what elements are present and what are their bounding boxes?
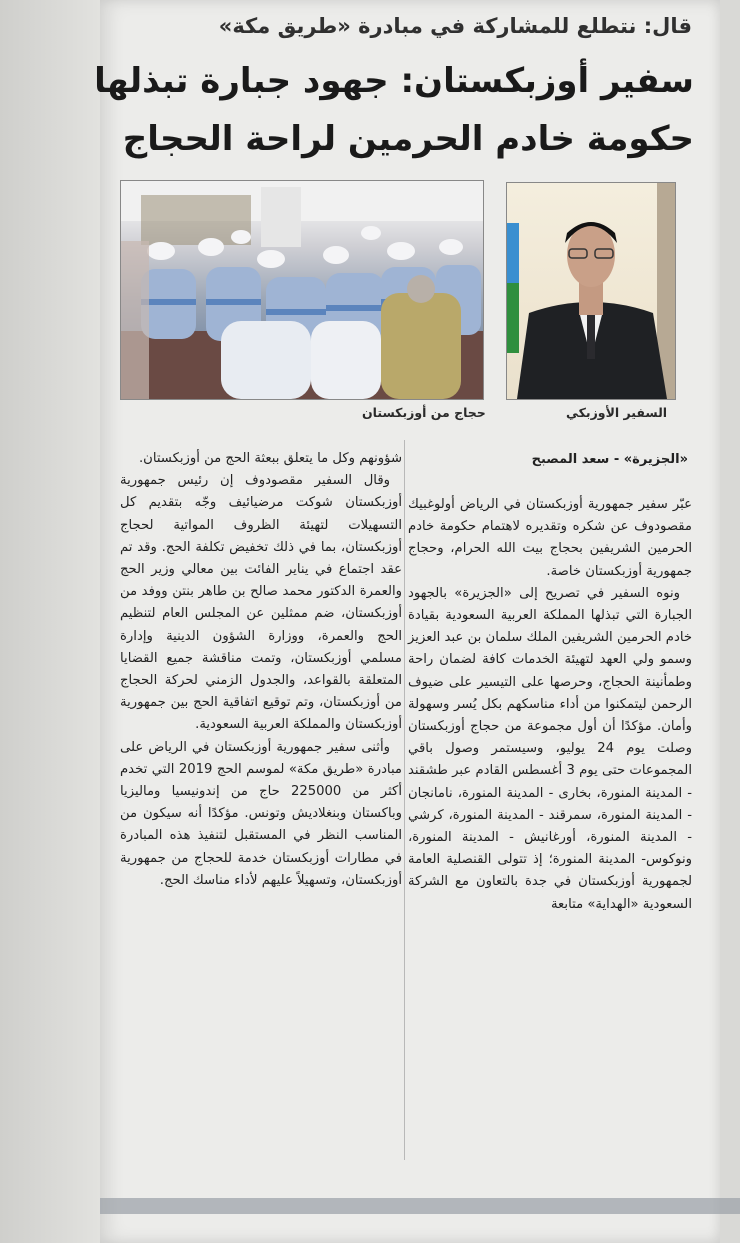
article-column-right [408, 494, 692, 916]
pilgrims-photo [120, 180, 484, 400]
paragraph: عبّر سفير جمهورية أوزبكستان في الرياض أولوغبيك مقصودوف عن شكره وتقديره لاهتمام حكومة خادم الحرمين الشريفين بحجاج بيت الله الحرام، وحجاج جمهورية أوزبكستان خاصة. [408, 497, 692, 579]
ambassador-photo-caption: السفير الأوزبكي [566, 405, 668, 420]
article-headline [94, 52, 694, 168]
paragraph: وأثنى سفير جمهورية أوزبكستان في الرياض على مبادرة «طريق مكة» لموسم الحج 2019 التي تخدم أكثر من 225000 حاج من إندونيسيا وماليزيا وباكستان وبنغلاديش وتونس. مؤكدًا أنه سيكون من المناسب النظر في المستقبل لتنفيذ هذه المبادرة في مطارات أوزبكستان خدمة للحجاج من جمهورية أوزبكستان، وتسهيلاً عليهم لأداء مناسك الحج. [120, 739, 402, 888]
headline-line-2: حكومة خادم الحرمين لراحة الحجاج [122, 119, 694, 159]
paragraph: وقال السفير مقصودوف إن رئيس جمهورية أوزبكستان شوكت مرضيائيف وجّه بتقديم كل التسهيلات لتهيئة الظروف المواتية لحجاج أوزبكستان، بما في ذلك تخفيض تكلفة الحج. وقد تم عقد اجتماع في يناير الفائت بين معالي وزير الحج والعمرة الدكتور محمد صالح بن طاهر بنتن ووفد من أوزبكستان، ضم ممثلين عن المجلس العام لتنظيم الحج والعمرة، ووزارة الشؤون الدينية وإدارة مسلمي أوزبكستان، وتمت مناقشة جميع القضايا المتعلقة بالقواعد، والجدول الزمني لحركة الحجاج من أوزبكستان، وتم توقيع اتفاقية الحج بين جمهورية أوزبكستان والمملكة العربية السعودية. [120, 473, 402, 733]
page-bottom-rule [100, 1198, 740, 1214]
pilgrims-photo-illustration [121, 181, 483, 399]
article-byline: «الجزيرة» - سعد المصبح [531, 452, 688, 467]
column-divider [404, 440, 405, 1160]
pilgrims-photo-caption: حجاج من أوزبكستان [362, 405, 486, 420]
article-column-left [120, 448, 402, 892]
paragraph: شؤونهم وكل ما يتعلق ببعثة الحج من أوزبكستان. [138, 451, 402, 466]
ambassador-photo [506, 182, 676, 400]
article-kicker: قال: نتطلع للمشاركة في مبادرة «طريق مكة» [218, 14, 692, 38]
background-surface [0, 0, 100, 1243]
paragraph: ونوه السفير في تصريح إلى «الجزيرة» بالجهود الجبارة التي تبذلها المملكة العربية السعودية بقيادة خادم الحرمين الشريفين الملك سلمان بن عبد العزيز وسمو ولي العهد لتهيئة الخدمات كافة لضمان راحة وطمأنينة الحجاج، وحرصها على التيسير على ضيوف الرحمن ليتمكنوا من أداء مناسكهم بكل يُسر وسهولة وأمان. مؤكدًا أن أول مجموعة من حجاج أوزبكستان وصلت يوم 24 يوليو، وسيستمر وصول باقي المجموعات حتى يوم 3 أغسطس القادم عبر طشقند - المدينة المنورة، بخارى - المدينة المنورة، نامانجان - المدينة المنورة، سمرقند - المدينة المنورة، كرشي - المدينة المنورة، أورغانيش - المدينة المنورة، ونوكوس- المدينة المنورة؛ إذ تتولى القنصلية العامة لجمهورية أوزبكستان في جدة بالتعاون مع الشركة السعودية «الهداية» متابعة [408, 585, 692, 912]
ambassador-photo-illustration [507, 183, 675, 399]
headline-line-1: سفير أوزبكستان: جهود جبارة تبذلها [94, 61, 694, 101]
